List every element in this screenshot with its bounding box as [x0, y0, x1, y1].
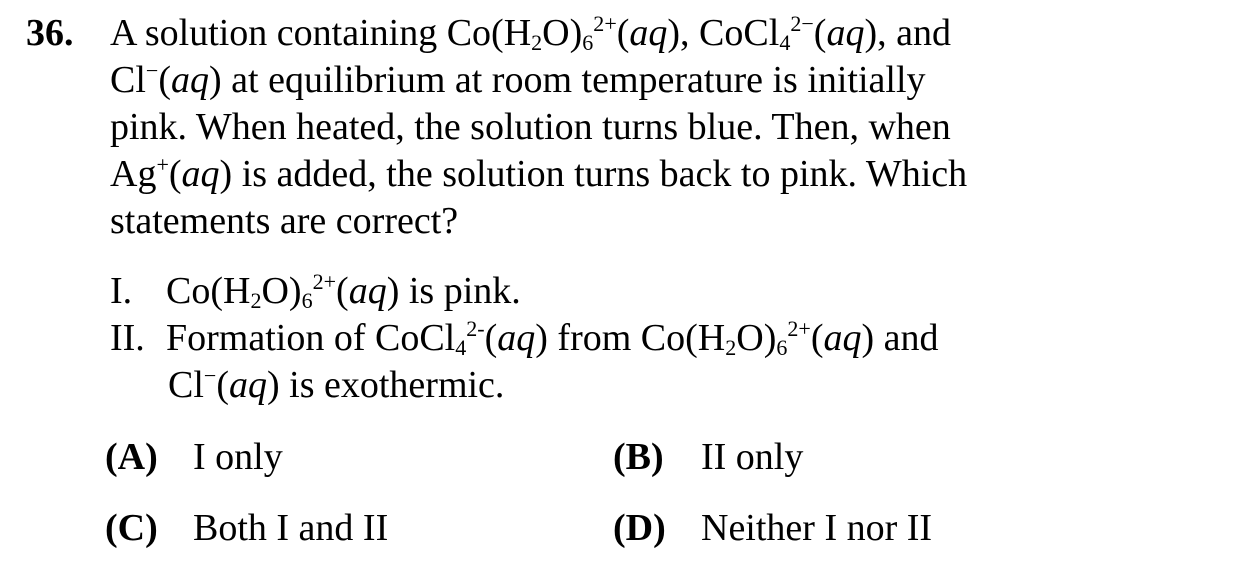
choice-c-text: Both I and II: [193, 507, 389, 549]
question-stem: [110, 10, 1110, 245]
statement-list: [110, 268, 1110, 409]
question-number: 36.: [26, 12, 74, 54]
statement-1: I. $Co(H_2O)_6^{2+}(aq)$ is pink.: [110, 268, 1110, 315]
choice-b-text: II only: [701, 436, 804, 478]
choice-b[interactable]: [613, 434, 803, 481]
stem-line-5: statements are correct?: [110, 200, 459, 242]
statement-2-continuation: Cl−(aq) is exothermic.: [168, 363, 505, 406]
stem-line-2: Cl−(aq) at equilibrium at room temperature is initially: [110, 58, 926, 101]
stem-line-4: Ag+(aq) is added, the solution turns back to pink. Which: [110, 152, 968, 195]
stem-line-1: A solution containing $Co(H_2O)_6^{2+}(aq)$, CoCl$_4^{2-}$(aq), and: [110, 11, 951, 55]
choice-a-letter: (A): [105, 436, 158, 478]
statement-2: II. Formation of CoCl$_4^{2-}$(aq) from $Co(H_2O)_6^{2+}(aq)$ and: [110, 315, 1110, 362]
choice-a[interactable]: [105, 434, 283, 481]
choice-a-text: I only: [193, 436, 283, 478]
choice-b-letter: (B): [613, 436, 664, 478]
stem-line-3: pink. When heated, the solution turns blue. Then, when: [110, 106, 951, 148]
choice-d-text: Neither I nor II: [701, 507, 933, 549]
choice-d-letter: (D): [613, 507, 666, 549]
statement-2-label: II.: [110, 317, 145, 359]
choice-d[interactable]: [613, 505, 932, 552]
choice-c[interactable]: [105, 505, 388, 552]
choice-c-letter: (C): [105, 507, 158, 549]
statement-1-label: I.: [110, 270, 133, 312]
